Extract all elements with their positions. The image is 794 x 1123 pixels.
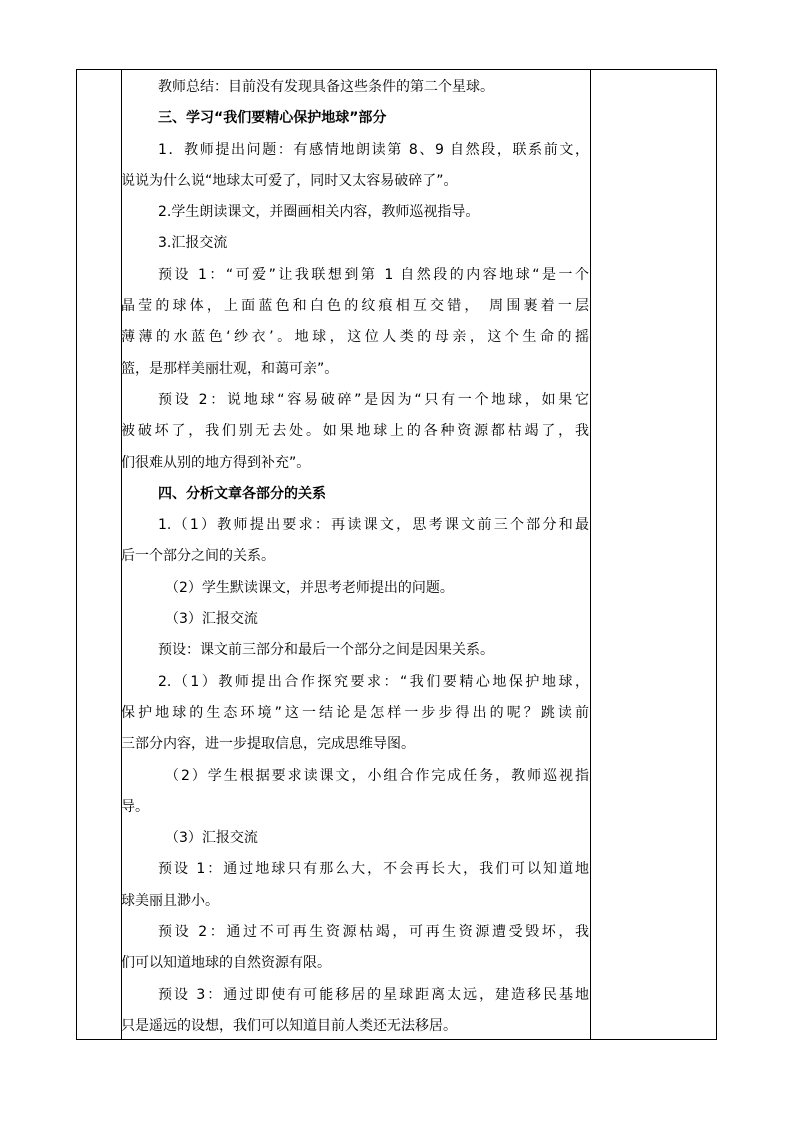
text-line: 预设 3：通过即使有可能移居的星球距离太远，建造移民基地 xyxy=(158,986,589,1003)
text-line: （3）汇报交流 xyxy=(165,611,258,628)
text-line: 保护地球的生态环境”这一结论是怎样一步步得出的呢？跳读前 xyxy=(121,704,589,721)
text-line: 1.（1）教师提出要求：再读课文，思考课文前三个部分和最 xyxy=(158,517,589,534)
text-line: 四、分析文章各部分的关系 xyxy=(158,485,326,502)
text-line: 薄薄的水蓝色‘纱衣’。地球，这位人类的母亲，这个生命的摇 xyxy=(121,329,589,346)
text-line: （3）汇报交流 xyxy=(165,830,258,847)
text-line: 后一个部分之间的关系。 xyxy=(121,548,275,565)
text-line: 预设：课文前三部分和最后一个部分之间是因果关系。 xyxy=(158,642,494,659)
table-column-divider-right xyxy=(590,70,591,1039)
text-line: 说说为什么说“地球太可爱了，同时又太容易破碎了”。 xyxy=(121,172,458,189)
text-line: 2.（1）教师提出合作探究要求：“我们要精心地保护地球， xyxy=(158,673,589,690)
text-line: 预设 1：“可爱”让我联想到第 1 自然段的内容地球“是一个 xyxy=(158,266,589,283)
text-line: 三、学习“我们要精心保护地球”部分 xyxy=(158,110,387,127)
text-line: 2.学生朗读课文，并圈画相关内容，教师巡视指导。 xyxy=(158,204,480,221)
text-line: 预设 1：通过地球只有那么大，不会再长大，我们可以知道地 xyxy=(158,861,589,878)
text-line: 球美丽且渺小。 xyxy=(121,892,219,909)
text-line: 们可以知道地球的自然资源有限。 xyxy=(121,955,331,972)
text-line: 3.汇报交流 xyxy=(158,235,228,252)
text-line: 晶莹的球体，上面蓝色和白色的纹痕相互交错， 周围裹着一层 xyxy=(121,298,589,315)
text-line: 教师总结：目前没有发现具备这些条件的第二个星球。 xyxy=(158,79,494,95)
text-line: 预设 2：说地球“容易破碎”是因为“只有一个地球，如果它 xyxy=(158,391,589,408)
text-line: 导。 xyxy=(121,798,149,815)
text-line: 预设 2：通过不可再生资源枯竭，可再生资源遭受毁坏，我 xyxy=(158,924,589,941)
text-line: 只是遥远的设想，我们可以知道目前人类还无法移居。 xyxy=(121,1017,457,1034)
lesson-content-cell xyxy=(121,72,589,1042)
text-line: 被破坏了，我们别无去处。如果地球上的各种资源都枯竭了，我 xyxy=(121,423,589,440)
text-line: （2）学生根据要求读课文，小组合作完成任务，教师巡视指 xyxy=(165,767,589,784)
text-line: 们很难从别的地方得到补充”。 xyxy=(121,454,311,471)
text-line: 篮，是那样美丽壮观，和蔼可亲”。 xyxy=(121,360,339,377)
text-line: （2）学生默读课文，并思考老师提出的问题。 xyxy=(165,579,454,596)
text-line: 1．教师提出问题：有感情地朗读第 8、9 自然段，联系前文， xyxy=(158,141,589,158)
text-line: 三部分内容，进一步提取信息，完成思维导图。 xyxy=(121,736,415,753)
